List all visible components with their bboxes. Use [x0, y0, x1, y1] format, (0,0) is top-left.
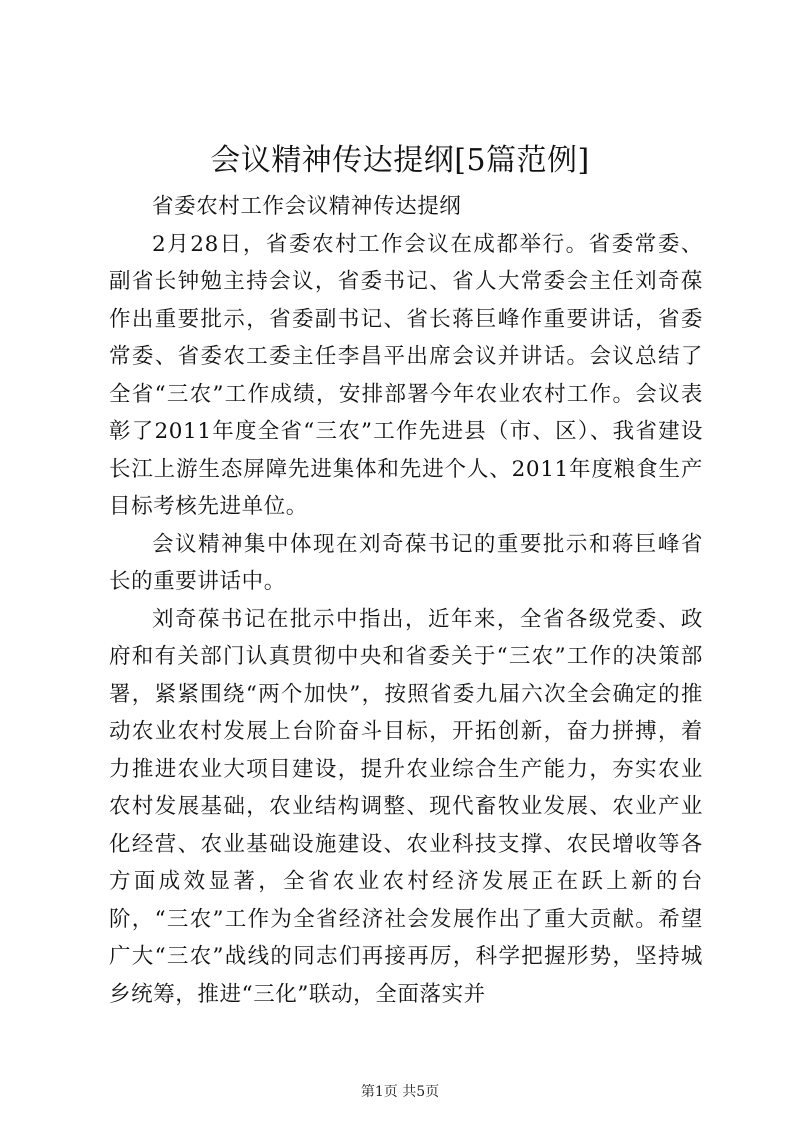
document-title: 会议精神传达提纲[5篇范例]	[210, 143, 590, 178]
body-paragraph: 会议精神集中体现在刘奇葆书记的重要批示和蒋巨峰省长的重要讲话中。	[109, 531, 703, 594]
body-paragraph: 2月28日，省委农村工作会议在成都举行。省委常委、副省长钟勉主持会议，省委书记、省人大常委会主任刘奇葆作出重要批示，省委副书记、省长蒋巨峰作重要讲话，省委常委、省委农工委主任李昌平出席会议并讲话。会议总结了全省“三农”工作成绩，安排部署今年农业农村工作。会议表彰了2011年度全省“三农”工作先进县（市、区）、我省建设长江上游生态屏障先进集体和先进个人、2011年度粮食生产目标考核先进单位。	[109, 231, 703, 519]
page-number-footer: 第1页 共5页	[360, 1084, 440, 1100]
body-paragraph: 刘奇葆书记在批示中指出，近年来，全省各级党委、政府和有关部门认真贯彻中央和省委关于“三农”工作的决策部署，紧紧围绕“两个加快”，按照省委九届六次全会确定的推动农业农村发展上台阶奋斗目标，开拓创新，奋力拼搏，着力推进农业大项目建设，提升农业综合生产能力，夯实农业农村发展基础，农业结构调整、现代畜牧业发展、农业产业化经营、农业基础设施建设、农业科技支撑、农民增收等各方面成效显著，全省农业农村经济发展正在跃上新的台阶，“三农”工作为全省经济社会发展作出了重大贡献。希望广大“三农”战线的同志们再接再厉，科学把握形势，坚持城乡统筹，推进“三化”联动，全面落实并	[109, 606, 703, 1007]
document-body	[109, 188, 703, 1013]
subtitle-paragraph: 省委农村工作会议精神传达提纲	[152, 194, 462, 219]
